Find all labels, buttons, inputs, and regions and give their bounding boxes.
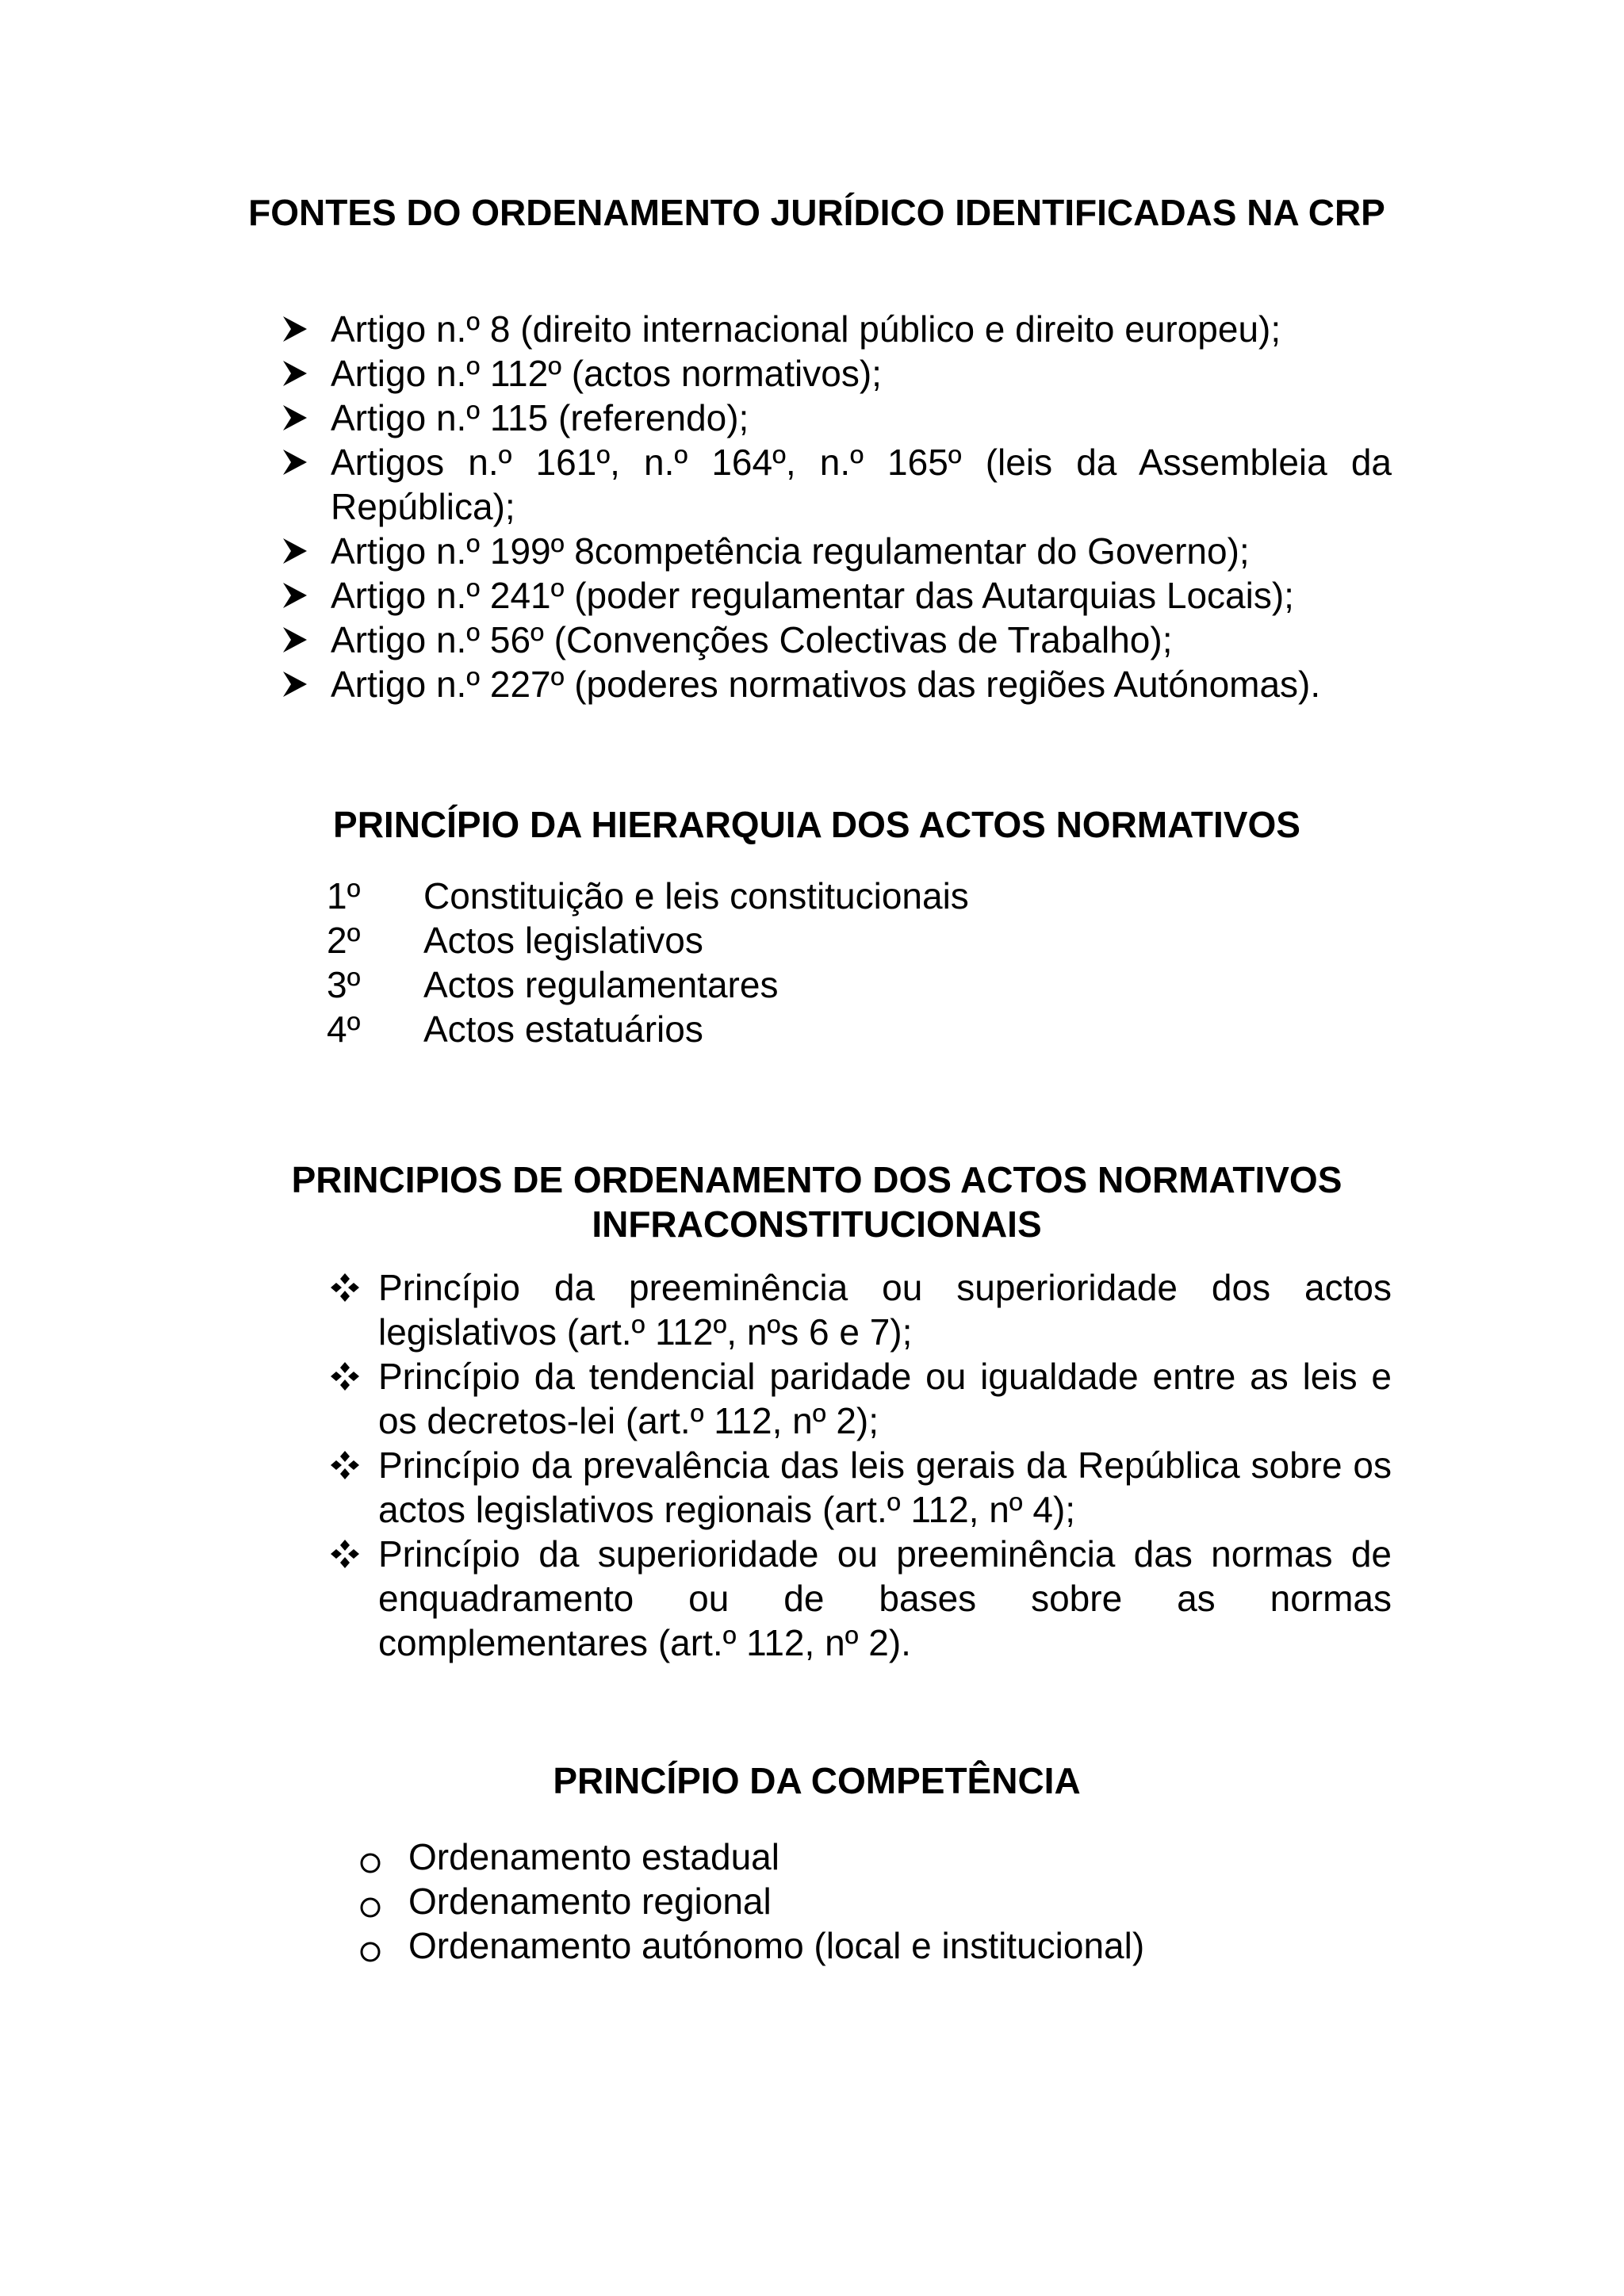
hollow-circle-icon	[359, 1923, 383, 1968]
list-item	[329, 1265, 1392, 1354]
arrow-right-icon	[282, 396, 310, 440]
list-item	[327, 962, 1358, 1007]
arrow-right-icon	[282, 351, 310, 396]
list-item-text: Princípio da preeminência ou superioridade dos actos legislativos (art.º 112º, nºs 6 e 7);	[378, 1267, 1392, 1353]
list-item-text: Artigo n.º 227º (poderes normativos das regiões Autónomas).	[331, 664, 1321, 705]
section-title-competencia: PRINCÍPIO DA COMPETÊNCIA	[553, 1760, 1081, 1801]
list-item	[282, 662, 1392, 706]
list-item	[282, 307, 1392, 351]
list-item	[282, 351, 1392, 396]
hierarquia-list	[327, 874, 1358, 1051]
list-item-text: Artigo n.º 199º 8competência regulamentar do Governo);	[331, 530, 1250, 572]
list-item	[282, 440, 1392, 529]
arrow-right-icon	[282, 573, 310, 618]
list-item-text: Constituição e leis constitucionais	[423, 875, 969, 916]
list-item-text: Artigo n.º 8 (direito internacional público e direito europeu);	[331, 308, 1281, 350]
ordinal-number: 3º	[327, 964, 361, 1005]
list-item-text: Princípio da prevalência das leis gerais da República sobre os actos legislativos regionais (art.º 112, nº 4);	[378, 1445, 1392, 1530]
hollow-circle-icon	[359, 1835, 383, 1879]
section-title-fontes: FONTES DO ORDENAMENTO JURÍDICO IDENTIFICADAS NA CRP	[248, 192, 1385, 233]
four-diamond-icon	[329, 1443, 364, 1487]
list-item-text: Ordenamento regional	[408, 1881, 772, 1922]
list-item	[329, 1354, 1392, 1443]
list-item	[327, 918, 1358, 962]
list-item	[329, 1532, 1392, 1665]
arrow-right-icon	[282, 440, 310, 484]
list-item-text: Ordenamento autónomo (local e institucional)	[408, 1925, 1145, 1966]
fontes-list	[282, 307, 1392, 706]
arrow-right-icon	[282, 662, 310, 706]
section-title-line: INFRACONSTITUCIONAIS	[592, 1203, 1042, 1245]
list-item	[359, 1923, 1390, 1968]
list-item-text: Artigo n.º 115 (referendo);	[331, 397, 749, 438]
principios-list	[329, 1265, 1392, 1665]
list-item-text: Actos estatuários	[423, 1008, 703, 1050]
ordinal-number: 2º	[327, 920, 361, 961]
list-item-text: Ordenamento estadual	[408, 1836, 779, 1877]
list-item	[329, 1443, 1392, 1532]
list-item-text: Actos regulamentares	[423, 964, 779, 1005]
arrow-right-icon	[282, 618, 310, 662]
list-item-text: Princípio da superioridade ou preeminência das normas de enquadramento ou de bases sobre as normas complementares (art.º 112, nº 2).	[378, 1533, 1392, 1663]
section-title-principios	[238, 1158, 1396, 1246]
list-item-text: Artigo n.º 241º (poder regulamentar das Autarquias Locais);	[331, 575, 1294, 616]
hollow-circle-icon	[359, 1879, 383, 1923]
list-item-text: Artigo n.º 56º (Convenções Colectivas de Trabalho);	[331, 619, 1173, 660]
arrow-right-icon	[282, 307, 310, 351]
list-item	[327, 874, 1358, 918]
list-item-text: Artigos n.º 161º, n.º 164º, n.º 165º (leis da Assembleia da República);	[331, 442, 1392, 527]
list-item	[359, 1879, 1390, 1923]
list-item-text: Princípio da tendencial paridade ou igualdade entre as leis e os decretos-lei (art.º 112, nº 2);	[378, 1356, 1392, 1441]
list-item	[282, 573, 1392, 618]
list-item	[282, 396, 1392, 440]
list-item-text: Artigo n.º 112º (actos normativos);	[331, 353, 882, 394]
ordinal-number: 4º	[327, 1008, 361, 1050]
four-diamond-icon	[329, 1265, 364, 1310]
section-title-hierarquia: PRINCÍPIO DA HIERARQUIA DOS ACTOS NORMATIVOS	[333, 804, 1300, 845]
section-title-line: PRINCIPIOS DE ORDENAMENTO DOS ACTOS NORMATIVOS	[291, 1159, 1342, 1200]
list-item	[282, 529, 1392, 573]
ordinal-number: 1º	[327, 875, 361, 916]
arrow-right-icon	[282, 529, 310, 573]
list-item	[327, 1007, 1358, 1051]
competencia-list	[359, 1835, 1390, 1968]
list-item	[282, 618, 1392, 662]
list-item	[359, 1835, 1390, 1879]
four-diamond-icon	[329, 1354, 364, 1399]
four-diamond-icon	[329, 1532, 364, 1576]
list-item-text: Actos legislativos	[423, 920, 703, 961]
